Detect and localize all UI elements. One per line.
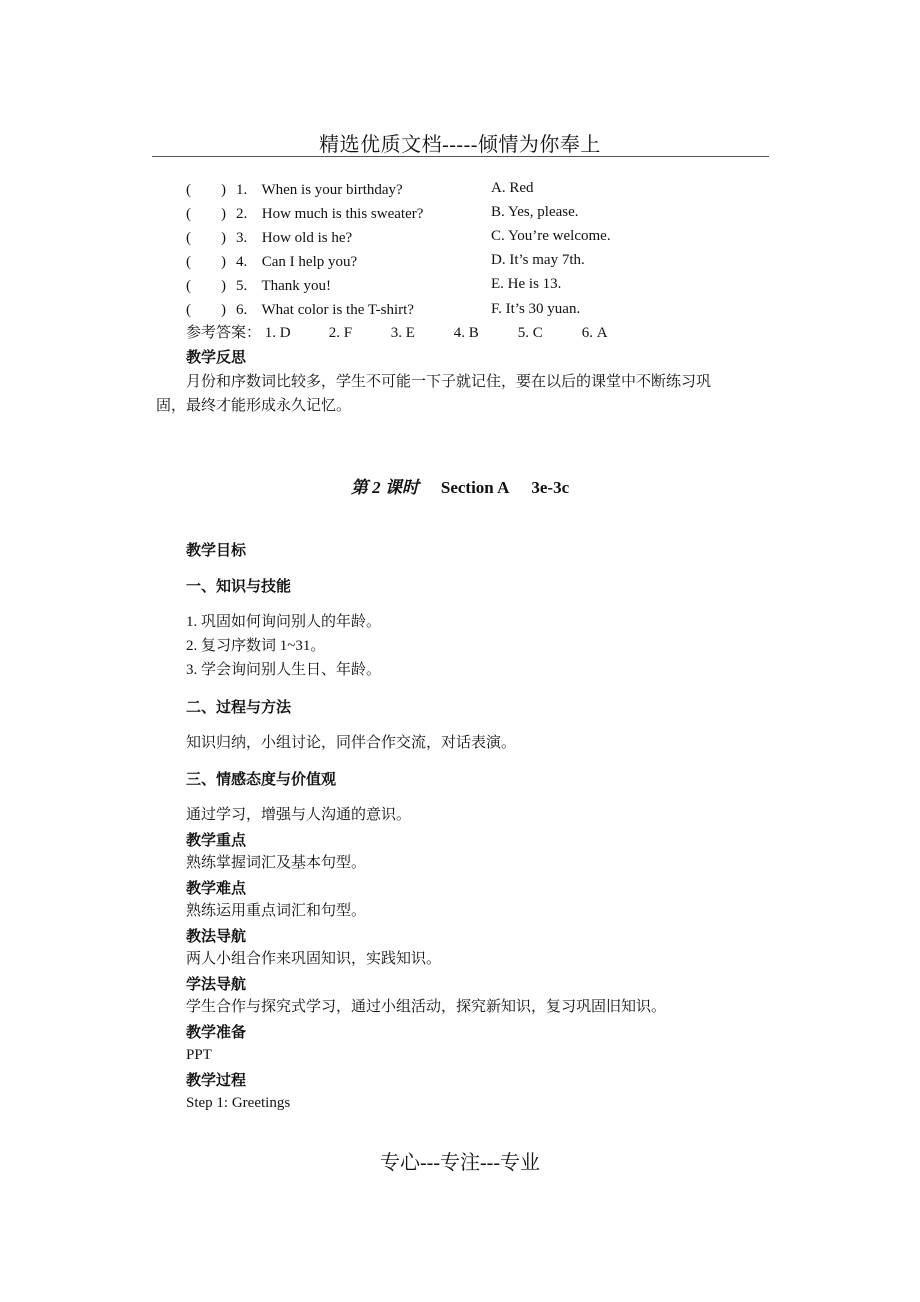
option-b: B. Yes, please.	[491, 204, 579, 220]
lesson-period: 第 2 课时	[350, 478, 419, 497]
question-3	[186, 226, 352, 250]
question-text: How old is he?	[261, 230, 353, 246]
answer-blank: ( )	[186, 254, 226, 270]
teaching-method-text: 两人小组合作来巩固知识，实践知识。	[186, 951, 442, 967]
question-text: Thank you!	[261, 278, 332, 294]
answer-blank: ( )	[186, 278, 226, 294]
question-1	[186, 178, 403, 202]
answer-item: 3. E	[390, 325, 415, 341]
reflection-heading: 教学反思	[186, 348, 247, 366]
difficulties-heading: 教学难点	[186, 879, 247, 897]
question-number: 6.	[236, 302, 248, 318]
knowledge-item-2: 2. 复习序数词 1~31。	[186, 638, 326, 654]
option-f: F. It’s 30 yuan.	[491, 301, 581, 317]
emotion-text: 通过学习，增强与人沟通的意识。	[186, 807, 412, 823]
difficulties-text: 熟练运用重点词汇和句型。	[186, 903, 367, 919]
answer-blank: ( )	[186, 302, 226, 318]
question-text: What color is the T-shirt?	[261, 302, 414, 318]
page-footer: 专心---专注---专业	[380, 1152, 540, 1174]
option-a: A. Red	[491, 180, 534, 196]
question-6	[186, 298, 414, 322]
page-header-title: 精选优质文档-----倾情为你奉上	[319, 134, 601, 156]
procedure-step-1: Step 1: Greetings	[186, 1095, 291, 1111]
preparation-heading: 教学准备	[186, 1023, 247, 1041]
key-points-heading: 教学重点	[186, 831, 247, 849]
question-4	[186, 250, 357, 274]
learning-method-heading: 学法导航	[186, 975, 247, 993]
answer-item: 5. C	[517, 325, 543, 341]
learning-method-text: 学生合作与探究式学习，通过小组活动，探究新知识，复习巩固旧知识。	[186, 999, 667, 1015]
answer-item: 6. A	[581, 325, 608, 341]
question-number: 5.	[236, 278, 248, 294]
question-5	[186, 274, 331, 298]
process-text: 知识归纳，小组讨论，同伴合作交流，对话表演。	[186, 735, 517, 751]
option-d: D. It’s may 7th.	[491, 252, 585, 268]
answer-key-label: 参考答案：	[186, 325, 262, 341]
goals-heading: 教学目标	[186, 541, 247, 559]
knowledge-item-3: 3. 学会询问别人生日、年龄。	[186, 662, 382, 678]
option-c: C. You’re welcome.	[491, 228, 611, 244]
answer-item: 4. B	[453, 325, 479, 341]
option-e: E. He is 13.	[491, 276, 562, 292]
answer-blank: ( )	[186, 206, 226, 222]
emotion-heading: 三、情感态度与价值观	[186, 770, 337, 788]
lesson-section: Section A	[440, 478, 510, 497]
question-text: When is your birthday?	[261, 182, 403, 198]
teaching-method-heading: 教法导航	[186, 927, 247, 945]
procedure-heading: 教学过程	[186, 1071, 247, 1089]
answer-blank: ( )	[186, 230, 226, 246]
preparation-text: PPT	[186, 1047, 212, 1063]
question-text: Can I help you?	[261, 254, 358, 270]
knowledge-item-1: 1. 巩固如何询问别人的年龄。	[186, 614, 382, 630]
question-text: How much is this sweater?	[261, 206, 424, 222]
question-2	[186, 202, 423, 226]
lesson-title	[0, 473, 920, 498]
question-number: 3.	[236, 230, 248, 246]
lesson-range: 3e-3c	[531, 478, 570, 497]
question-number: 2.	[236, 206, 248, 222]
answer-item: 1. D	[264, 325, 291, 341]
question-number: 4.	[236, 254, 248, 270]
question-number: 1.	[236, 182, 248, 198]
reflection-line-1: 月份和序数词比较多，学生不可能一下子就记住，要在以后的课堂中不断练习巩	[186, 374, 712, 390]
reflection-line-2: 固，最终才能形成永久记忆。	[156, 398, 352, 414]
knowledge-heading: 一、知识与技能	[186, 577, 292, 595]
key-points-text: 熟练掌握词汇及基本句型。	[186, 855, 367, 871]
answer-item: 2. F	[328, 325, 353, 341]
header-divider	[152, 156, 769, 157]
answer-blank: ( )	[186, 182, 226, 198]
process-heading: 二、过程与方法	[186, 698, 292, 716]
answer-key	[186, 321, 608, 345]
